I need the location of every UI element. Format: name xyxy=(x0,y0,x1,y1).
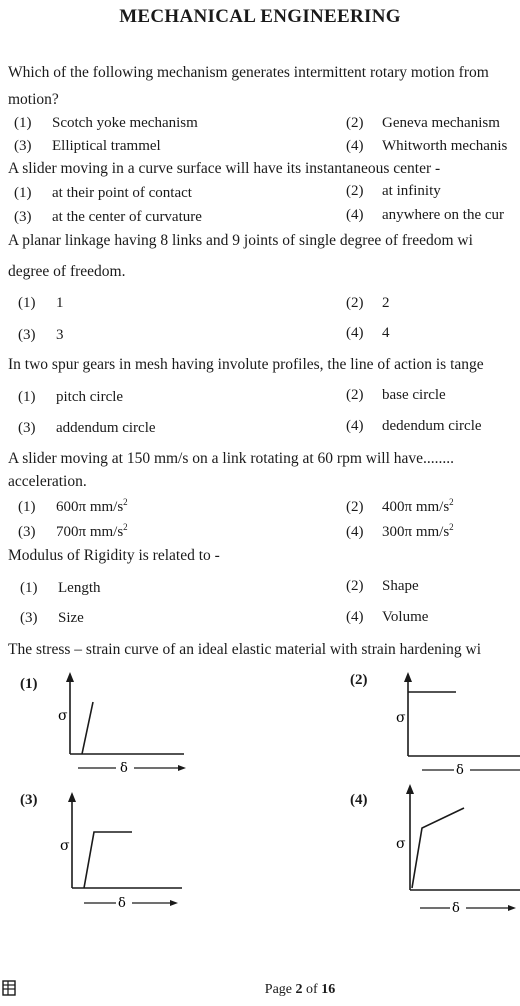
q2-option-1: (1) at their point of contact xyxy=(14,185,192,201)
q2-option-3: (3) at the center of curvature xyxy=(14,209,202,225)
delta-label: δ xyxy=(120,761,128,775)
q6-option-1: (1) Length xyxy=(20,580,101,596)
y-axis-arrow xyxy=(68,792,76,802)
y-axis-arrow xyxy=(404,672,412,682)
q4-option-2: (2) base circle xyxy=(346,387,446,403)
question-5-line-1: A slider moving at 150 mm/s on a link rotating at 60 rpm will have........ xyxy=(8,450,455,467)
q1-option-2: (2) Geneva mechanism xyxy=(346,115,500,131)
question-6-line-1: Modulus of Rigidity is related to - xyxy=(8,547,220,564)
q7-graph-2 xyxy=(392,670,520,780)
y-axis-arrow xyxy=(406,784,414,794)
sigma-label: σ xyxy=(396,836,406,852)
page-title: MECHANICAL ENGINEERING xyxy=(119,6,401,27)
q6-option-4: (4) Volume xyxy=(346,609,429,625)
q2-option-4: (4) anywhere on the cur xyxy=(346,207,505,223)
q7-option-2-label: (2) xyxy=(350,672,368,688)
question-5-line-2: acceleration. xyxy=(8,473,87,490)
curve-line xyxy=(84,832,132,888)
question-1-line-2: motion? xyxy=(8,91,59,108)
q7-option-3-label: (3) xyxy=(20,792,38,808)
q7-option-1-label: (1) xyxy=(20,676,38,692)
curve-line xyxy=(412,808,464,888)
q6-option-2: (2) Shape xyxy=(346,578,419,594)
q3-option-3: (3) 3 xyxy=(18,327,64,343)
delta-arrow-head xyxy=(508,905,516,911)
q1-option-4: (4) Whitworth mechanis xyxy=(346,138,508,154)
q3-option-1: (1) 1 xyxy=(18,295,64,311)
y-axis-arrow xyxy=(66,672,74,682)
sigma-label: σ xyxy=(396,710,406,726)
q7-graph-4 xyxy=(396,782,520,922)
q5-option-2: (2) 400π $mm/s^2$ xyxy=(346,497,454,515)
question-3-line-2: degree of freedom. xyxy=(8,263,126,280)
question-3-line-1: A planar linkage having 8 links and 9 joints of single degree of freedom wi xyxy=(8,232,473,249)
curve-line xyxy=(82,702,93,754)
q4-option-3: (3) addendum circle xyxy=(18,420,156,436)
q5-option-1: (1) 600π $mm/s^2$ xyxy=(18,497,128,515)
question-4-line-1: In two spur gears in mesh having involute profiles, the line of action is tange xyxy=(8,356,484,373)
question-7-line-1: The stress – strain curve of an ideal elastic material with strain hardening wi xyxy=(8,641,482,658)
q6-option-3: (3) Size xyxy=(20,610,84,626)
sigma-label: σ xyxy=(58,708,68,724)
question-2-line-1: A slider moving in a curve surface will have its instantaneous center - xyxy=(8,160,441,177)
question-1-line-1: Which of the following mechanism generates intermittent rotary motion from xyxy=(8,64,489,81)
q1-option-1: (1) Scotch yoke mechanism xyxy=(14,115,198,131)
delta-label: δ xyxy=(452,901,460,916)
q5-option-3: (3) 700π $mm/s^2$ xyxy=(18,522,128,540)
page-number: Page 2 of 16 xyxy=(264,982,336,997)
delta-arrow-head xyxy=(178,765,186,771)
q7-graph-3 xyxy=(60,790,185,912)
q2-option-2: (2) at infinity xyxy=(346,183,441,199)
q3-option-2: (2) 2 xyxy=(346,295,390,311)
q3-option-4: (4) 4 xyxy=(346,325,390,341)
q4-option-4: (4) dedendum circle xyxy=(346,418,482,434)
q5-option-4: (4) 300π $mm/s^2$ xyxy=(346,522,454,540)
delta-label: δ xyxy=(456,763,464,778)
q4-option-1: (1) pitch circle xyxy=(18,389,124,405)
q7-graph-1 xyxy=(56,670,191,775)
delta-label: δ xyxy=(118,896,126,911)
sigma-label: σ xyxy=(60,838,70,854)
q7-option-4-label: (4) xyxy=(350,792,368,808)
delta-arrow-head xyxy=(170,900,178,906)
q1-option-3: (3) Elliptical trammel xyxy=(14,138,161,154)
